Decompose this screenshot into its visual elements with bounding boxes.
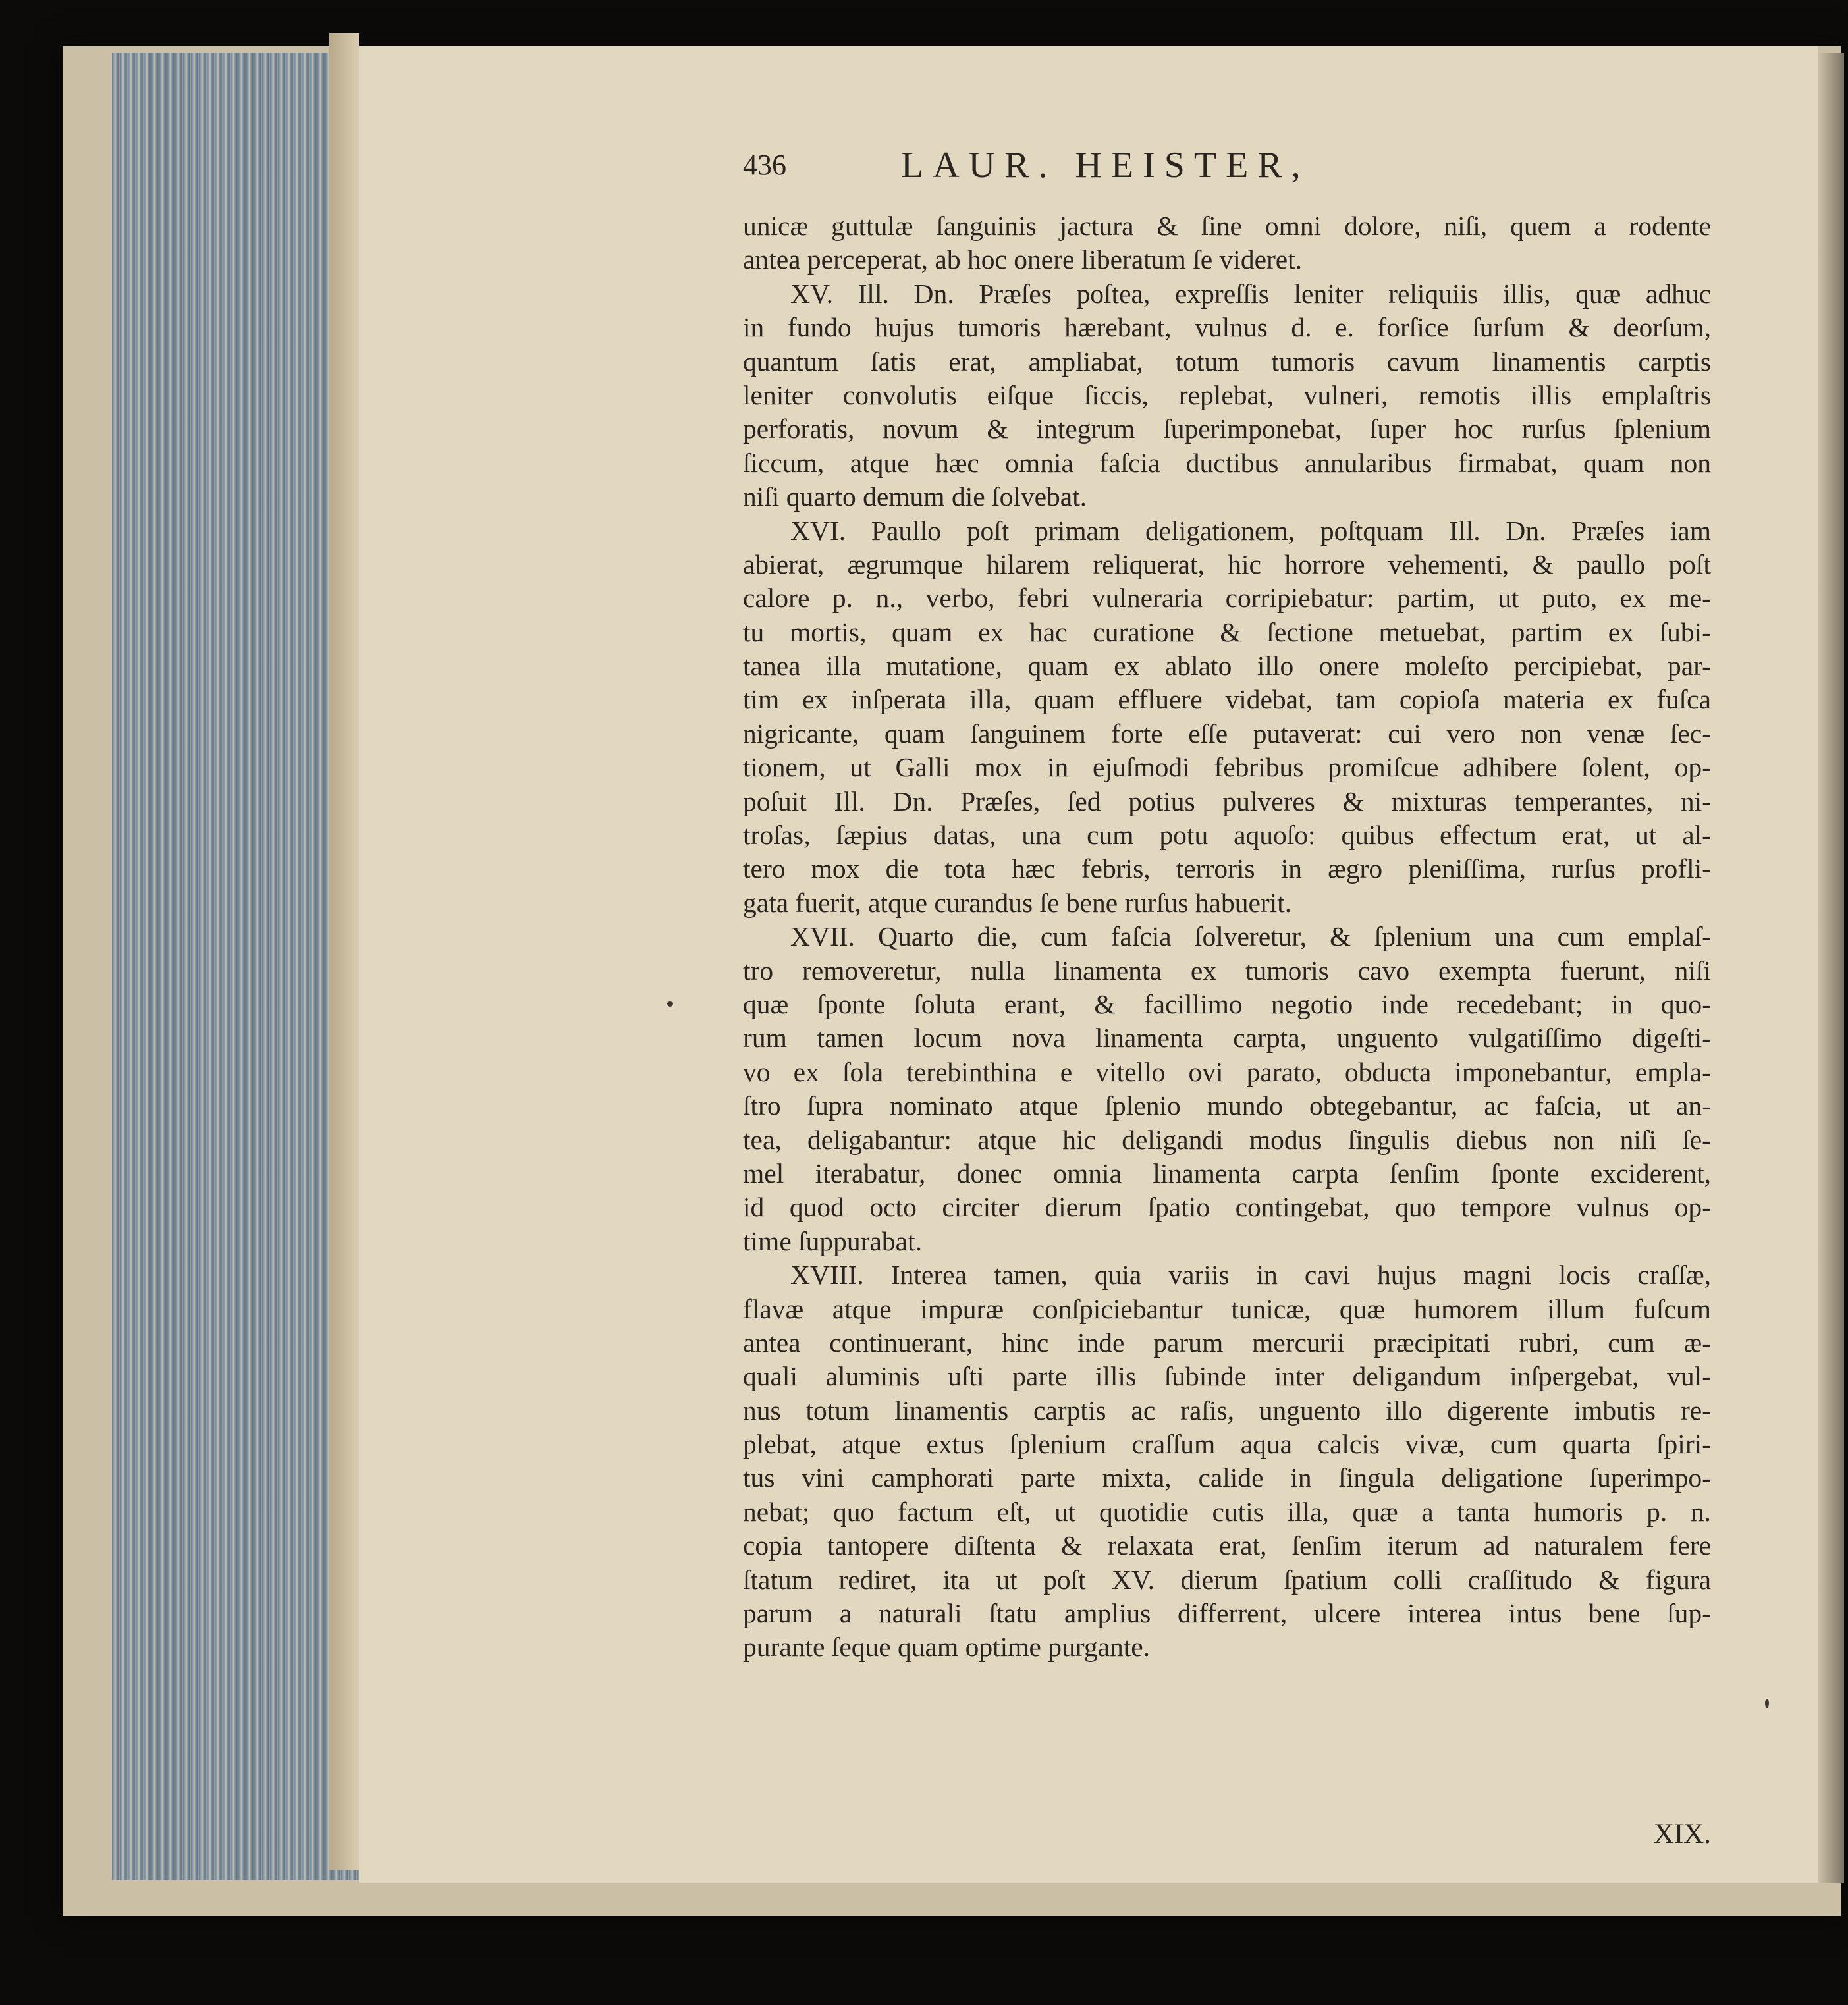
text-line: calore p. n., verbo, febri vulneraria corripiebatur: partim, ut puto, ex me- (743, 583, 1711, 614)
page-number: 436 (743, 149, 786, 181)
catchword: XIX. (1653, 1819, 1711, 1850)
text-line: ſtro ſupra nominato atque ſplenio mundo obtegebantur, ac faſcia, ut an- (743, 1090, 1711, 1121)
text-line: leniter convolutis eiſque ſiccis, replebat, vulneri, remotis illis emplaſtris (743, 379, 1711, 410)
ink-speck (1765, 1699, 1769, 1708)
page-header (743, 145, 1711, 194)
page-gutter (329, 33, 359, 1870)
text-line: tero mox die tota hæc febris, terroris in ægro pleniſſima, rurſus profli- (743, 853, 1711, 884)
text-line: gata fuerit, atque curandus ſe bene rurſus habuerit. (743, 887, 1292, 918)
text-line: vo ex ſola terebinthina e vitello ovi parato, obducta imponebantur, empla- (743, 1056, 1711, 1087)
text-line: nus totum linamentis carptis ac raſis, unguento illo digerente imbutis re- (743, 1395, 1711, 1426)
text-line: purante ſeque quam optime purgante. (743, 1632, 1151, 1663)
text-line: antea continuerant, hinc inde parum mercurii præcipitati rubri, cum æ- (743, 1327, 1711, 1358)
text-line: parum a naturali ſtatu amplius differrent, ulcere interea intus bene ſup- (743, 1598, 1711, 1629)
page-right-shadow (1818, 53, 1844, 1883)
text-line: quali aluminis uſti parte illis ſubinde inter deligandum inſpergebat, vul- (743, 1361, 1711, 1392)
text-line: copia tantopere diſtenta & relaxata erat, ſenſim iterum ad naturalem fere (743, 1530, 1711, 1561)
text-line: XVII. Quarto die, cum faſcia ſolveretur, & ſplenium una cum emplaſ- (790, 921, 1711, 952)
text-line: id quod octo circiter dierum ſpatio contingebat, quo tempore vulnus op- (743, 1192, 1711, 1223)
text-line: tionem, ut Galli mox in ejuſmodi febribus promiſcue adhibere ſolent, op- (743, 752, 1711, 783)
text-line: tus vini camphorati parte mixta, calide in ſingula deligatione ſuperimpo- (743, 1462, 1711, 1493)
text-line: antea perceperat, ab hoc onere liberatum ſe videret. (743, 244, 1303, 275)
running-head: LAUR. HEISTER, (901, 145, 1310, 186)
text-line: time ſuppurabat. (743, 1225, 922, 1256)
text-line: abierat, ægrumque hilarem reliquerat, hic horrore vehementi, & paullo poſt (743, 548, 1711, 579)
text-line: quæ ſponte ſoluta erant, & facillimo negotio inde recedebant; in quo- (743, 988, 1711, 1019)
text-line: poſuit Ill. Dn. Præſes, ſed potius pulveres & mixturas temperantes, ni- (743, 786, 1711, 816)
text-line: tanea illa mutatione, quam ex ablato illo onere moleſto percipiebat, par- (743, 651, 1711, 682)
text-line: XVIII. Interea tamen, quia variis in cavi hujus magni locis craſſæ, (790, 1260, 1711, 1291)
ink-speck (667, 1001, 673, 1007)
text-line: XV. Ill. Dn. Præſes poſtea, expreſſis leniter reliquiis illis, quæ adhuc (790, 278, 1711, 309)
text-line: nigricante, quam ſanguinem forte eſſe putaverat: cui vero non venæ ſec- (743, 718, 1711, 749)
text-line: plebat, atque extus ſplenium craſſum aqua calcis vivæ, cum quarta ſpiri- (743, 1429, 1711, 1460)
body-text (743, 209, 1711, 1850)
text-line: ſtatum rediret, ita ut poſt XV. dierum ſpatium colli craſſitudo & figura (743, 1564, 1711, 1595)
text-line: tea, deligabantur: atque hic deligandi modus ſingulis diebus non niſi ſe- (743, 1124, 1711, 1155)
text-line: in fundo hujus tumoris hærebant, vulnus d. e. forſice ſurſum & deorſum, (743, 312, 1711, 343)
text-line: perforatis, novum & integrum ſuperimponebat, ſuper hoc rurſus ſplenium (743, 414, 1711, 444)
text-line: niſi quarto demum die ſolvebat. (743, 481, 1087, 512)
text-line: unicæ guttulæ ſanguinis jactura & ſine omni dolore, niſi, quem a rodente (743, 211, 1711, 241)
text-line: tu mortis, quam ex hac curatione & ſectione metuebat, partim ex ſubi- (743, 616, 1711, 647)
text-line: troſas, ſæpius datas, una cum potu aquoſo: quibus effectum erat, ut al- (743, 820, 1711, 851)
text-line: rum tamen locum nova linamenta carpta, unguento vulgatiſſimo digeſti- (743, 1023, 1711, 1054)
text-line: tim ex inſperata illa, quam effluere videbat, tam copioſa materia ex fuſca (743, 684, 1711, 715)
text-line: mel iterabatur, donec omnia linamenta carpta ſenſim ſponte exciderent, (743, 1158, 1711, 1189)
text-line: tro removeretur, nulla linamenta ex tumoris cavo exempta fuerunt, niſi (743, 955, 1711, 986)
text-line: flavæ atque impuræ conſpiciebantur tunicæ, quæ humorem illum fuſcum (743, 1293, 1711, 1324)
text-line: XVI. Paullo poſt primam deligationem, poſtquam Ill. Dn. Præſes iam (790, 515, 1711, 546)
text-line: quantum ſatis erat, ampliabat, totum tumoris cavum linamentis carptis (743, 346, 1711, 377)
text-line: ſiccum, atque hæc omnia faſcia ductibus annularibus firmabat, quam non (743, 447, 1711, 478)
text-line: nebat; quo factum eſt, ut quotidie cutis illa, quæ a tanta humoris p. n. (743, 1496, 1711, 1527)
